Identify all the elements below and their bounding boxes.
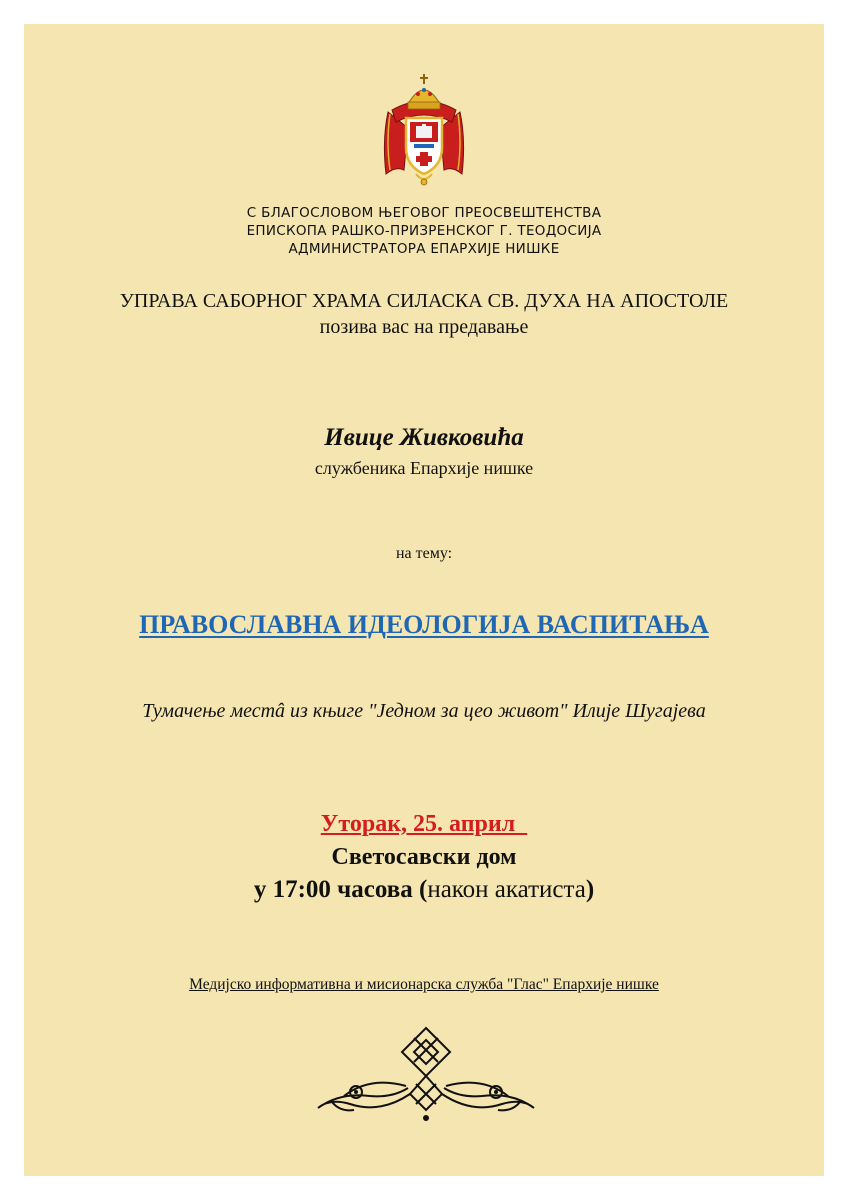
- media-service-credit: Медијско информативна и мисионарска служба "Глас" Епархије нишке: [189, 976, 659, 993]
- invitation-text: позива вас на предавање: [319, 316, 529, 338]
- speaker-name: Ивице Живковића: [324, 424, 524, 451]
- event-time-note: након акатиста: [427, 876, 586, 903]
- organizer-block: [24, 288, 824, 340]
- invitation-sheet: [24, 24, 824, 1176]
- organizer-name: УПРАВА САБОРНОГ ХРАМА СИЛАСКА СВ. ДУХА НА АПОСТОЛЕ: [119, 290, 729, 312]
- lecture-subtitle: Тумачење местâ из књиге "Једном за цео живот" Илије Шугајева: [142, 700, 706, 722]
- coat-of-arms-icon: [378, 70, 470, 190]
- event-time-main: у 17:00 часова (: [253, 876, 428, 903]
- event-time-close: ): [585, 876, 595, 903]
- event-venue: Светосавски дом: [331, 844, 517, 870]
- interlace-ornament-icon: [310, 1022, 542, 1130]
- topic-intro: на тему:: [395, 545, 453, 562]
- blessing-line: ЕПИСКОПА РАШКО-ПРИЗРЕНСКОГ Г. ТЕОДОСИЈА: [246, 223, 602, 239]
- event-time: [24, 876, 824, 904]
- blessing-line: АДМИНИСТРАТОРА ЕПАРХИЈЕ НИШКЕ: [288, 241, 560, 257]
- event-date: Уторак, 25. април: [320, 811, 528, 837]
- blessing-line: С БЛАГОСЛОВОМ ЊЕГОВОГ ПРЕОСВЕШТЕНСТВА: [246, 205, 602, 221]
- speaker-role: службеника Епархије нишке: [314, 458, 534, 478]
- blessing-text: [24, 204, 824, 258]
- lecture-title: ПРАВОСЛАВНА ИДЕОЛОГИЈА ВАСПИТАЊА: [139, 610, 709, 639]
